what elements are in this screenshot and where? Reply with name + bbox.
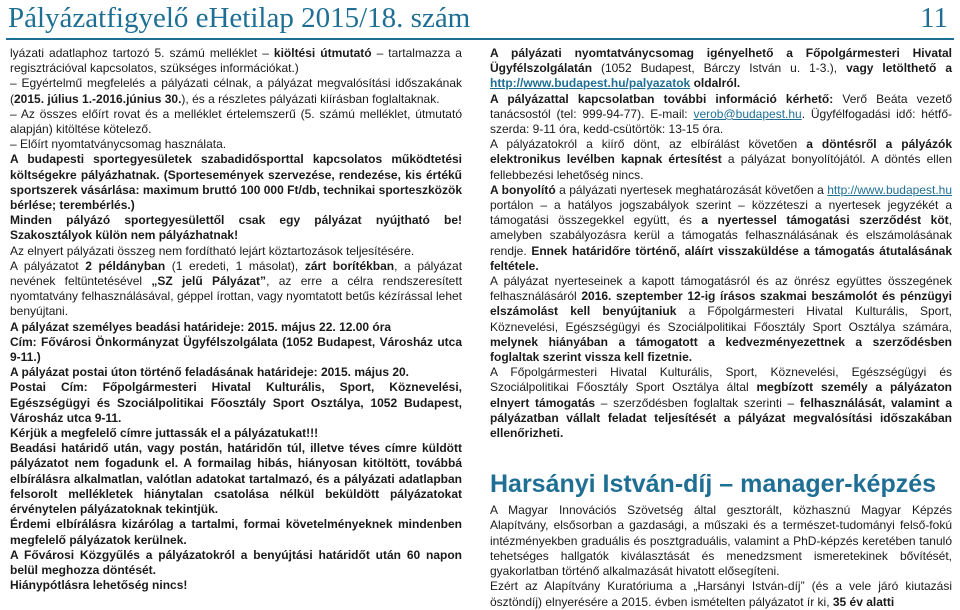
paragraph: lyázati adatlaphoz tartozó 5. számú melléklet – kiöltési útmutató – tartalmazza a regisztrációval kapcsolatos, szükséges információkat.) — [10, 46, 462, 76]
right-column — [490, 46, 952, 610]
paragraph: Ezért az Alapítvány Kuratóriuma a „Harsányi István-díj” (és a vele járó kiutazási ösztöndíj) elnyerésére a 2015. évben ismételten pályázatot ír ki, 35 év alatti — [490, 579, 952, 609]
paragraph: Beadási határidő után, vagy postán, határidőn túl, illetve téves címre küldött pályázatot nem fogadunk el. A formailag hibás, hiányosan kitöltött, továbbá elbírálásra alkalmatlan, valótlan adatokat tartalmazó, és a pályázati adatlapban felsorolt mellékletek hiánytalan csatolása nélkül beküldött pályázatokat érvénytelen pályázatoknak tekintjük. — [10, 441, 462, 517]
paragraph: A pályázat nyerteseinek a kapott támogatásról és az önrész együttes összegének felhasználásáról 2016. szeptember 12-ig írásos szakmai beszámolót és pénzügyi elszámolást kell benyújtaniuk a Főpolgármesteri Hivatal Kulturális, Sport, Köznevelési, Egészségügyi és Szociálpolitikai Főosztály Sport Osztálya számára, melynek hiányában a támogatott a kedvezményezettnek a szerződésben foglaltak szerint vissza kell fizetnie. — [490, 274, 952, 365]
paragraph: A pályázattal kapcsolatban további információ kérhető: Verő Beáta vezető tanácsostól (tel: 999-94-77). E-mail: verob@budapest.hu. Ügyfélfogadási idő: hétfő-szerda: 9-11 óra, kedd-csütörtök: 13-15 óra. — [490, 91, 952, 137]
header-divider — [6, 38, 954, 40]
paragraph: Cím: Fővárosi Önkormányzat Ügyfélszolgálata (1052 Budapest, Városház utca 9-11.) — [10, 334, 462, 365]
paragraph: – Előírt nyomtatványcsomag használata. — [10, 137, 227, 152]
paragraph: Érdemi elbírálásra kizárólag a tartalmi, formai követelményeknek mindenben megfelelő pályázatok kerülnek. — [10, 517, 462, 547]
paragraph: Minden pályázó sportegyesülettől csak egy pályázat nyújtható be! Szakosztályok külön nem pályázhatnak! — [10, 213, 462, 243]
paragraph: A budapesti sportegyesületek szabadidősporttal kapcsolatos működtetési költségekre pályázhatnak. (Sportesemények szervezése, rendezése, kis értékű sportszerek vásárlása: maximum bruttó 100 000 Ft/db, technikai sporteszközök bérlése; terembérlés.) — [10, 152, 463, 213]
paragraph: – Az összes előírt rovat és a melléklet értelemszerű (5. számú melléklet, útmutató alapján) kitöltése kötelező. — [10, 106, 462, 137]
paragraph: A Magyar Innovációs Szövetség által gesztorált, közhasznú Magyar Képzés Alapítvány, elsősorban a gazdasági, a műszaki és a természet-tudományi felső-fokú intézményekben graduális és posztgraduális, valamint a PhD-képzés keretében tanuló tehetséges hallgatók kiválasztását és menedzsment ismeretekinek bővítését, gyakorlatban történő alkalmazását hivatott elősegíteni. — [490, 503, 952, 579]
paragraph: A pályázati nyomtatványcsomag igényelhető a Főpolgármesteri Hivatal Ügyfélszolgálatán (1052 Budapest, Bárczy István u. 1-3.), vagy letölthető a http://www.budapest.hu/palyazatok oldalról. — [490, 46, 953, 91]
paragraph: A pályázat postai úton történő feladásának határideje: 2015. május 20. — [10, 365, 410, 380]
page-number: 11 — [920, 2, 948, 34]
paragraph: A Főpolgármesteri Hivatal Kulturális, Sport, Köznevelési, Egészségügyi és Szociálpolitikai Főosztály Sport Osztálya által megbízott személy a pályázaton elnyert támogatás – szerződésben foglaltak szerinti – felhasználását, valamint a pályázatban vállalt feladat teljesítését a pályázat megvalósítási időszakában ellenőrizheti. — [490, 365, 952, 441]
palyazatok-link[interactable]: http://www.budapest.hu/palyazatok — [490, 76, 691, 91]
publication-title: Pályázatfigyelő eHetilap 2015/18. szám — [8, 2, 471, 34]
email-link[interactable]: verob@budapest.hu — [693, 106, 802, 121]
paragraph: – Egyértelmű megfelelés a pályázati célnak, a pályázat megvalósítási időszakának (2015. július 1.-2016.június 30.), és a részletes pályázati kiírásban foglaltaknak. — [10, 76, 462, 106]
paragraph: A pályázatokról a kiírő dönt, az elbírálást követően a döntésről a pályázók elektronikus levélben kapnak értesítést a pályázat bonyolítójától. A döntés ellen fellebbezési lehetőség nincs. — [490, 137, 952, 182]
paragraph: Kérjük a megfelelő címre juttassák el a pályázatukat!!! — [10, 426, 319, 441]
paragraph: A pályázatot 2 példányban (1 eredeti, 1 másolat), zárt borítékban, a pályázat nevének feltüntetésével „SZ jelű Pályázat”, az erre a célra rendszeresített nyomtatvány felhasználásával, géppel írottan, vagy nyomtatott betűs kézírással lehet benyújtani. — [10, 258, 463, 319]
paragraph: Az elnyert pályázati összeg nem fordítható lejárt köztartozások teljesítésére. — [10, 243, 415, 258]
left-column — [10, 46, 462, 593]
paragraph: Hiánypótlásra lehetőség nincs! — [10, 578, 188, 593]
page-header — [0, 0, 960, 36]
section-title: Harsányi István-díj – manager-képzés — [490, 470, 937, 499]
paragraph: Postai Cím: Főpolgármesteri Hivatal Kulturális, Sport, Köznevelési, Egészségügyi és Szociálpolitikai Főosztály Sport Osztálya, 1052 Budapest, Városház utca 9-11. — [10, 380, 462, 425]
paragraph: A pályázat személyes beadási határideje: 2015. május 22. 12.00 óra — [10, 319, 392, 334]
paragraph: A bonyolító a pályázati nyertesek meghatározását követően a http://www.budapest.hu portálon – a hatályos jogszabályok szerint – közzéteszi a nyertesek jegyzékét a támogatási összegekkel együtt, és a nyertessel támogatási szerződést köt, amelyben szabályozásra kerül a támogatás felhasználásának és elszámolásának rendje. Ennek határidőre történő, aláírt visszaküldése a támogatás átutalásának feltétele. — [490, 182, 952, 273]
budapest-link[interactable]: http://www.budapest.hu — [827, 182, 952, 197]
paragraph: A Fővárosi Közgyűlés a pályázatokról a benyújtási határidőt után 60 napon belül meghozza döntését. — [10, 547, 462, 577]
